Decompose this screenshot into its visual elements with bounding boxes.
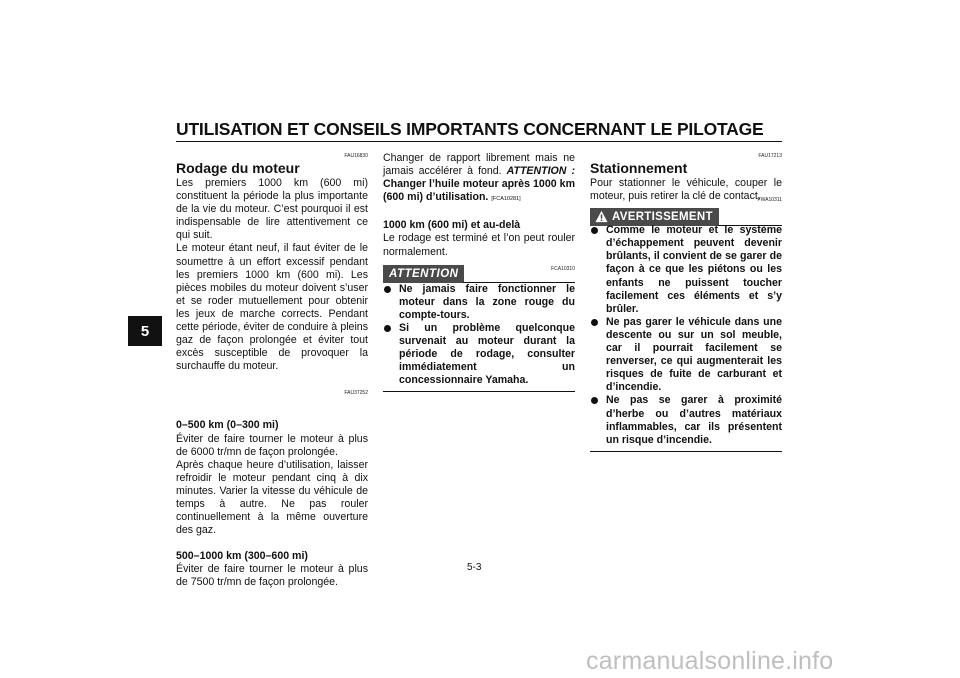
bullet-icon bbox=[384, 286, 391, 293]
reference-code: FCA10310 bbox=[551, 265, 575, 272]
section-heading-parking: Stationnement bbox=[590, 160, 688, 176]
subheading: 0–500 km (0–300 mi) bbox=[176, 419, 279, 432]
paragraph-text: Changer de rapport librement mais ne jamais accélérer à fond. bbox=[383, 152, 575, 178]
watermark: carmanualsonline.info bbox=[586, 647, 834, 675]
attention-banner bbox=[383, 265, 575, 283]
warning-label-text: AVERTISSEMENT bbox=[612, 211, 713, 224]
column-left bbox=[176, 152, 368, 590]
reference-code: [FCA10281] bbox=[491, 196, 521, 203]
list-item: Ne jamais faire fonctionner le moteur dans la zone rouge du compte-tours. bbox=[383, 283, 575, 322]
bullet-icon bbox=[384, 325, 391, 332]
attention-list bbox=[383, 283, 575, 388]
list-item: Ne pas se garer à proximité d’herbe ou d’autres matériaux inflammables, car ils présentent un risque d’incendie. bbox=[590, 394, 782, 446]
reference-code: FAU37252 bbox=[344, 390, 368, 397]
section-end-rule bbox=[383, 391, 575, 392]
attention-label: ATTENTION bbox=[383, 265, 464, 283]
section-heading-break-in: Rodage du moteur bbox=[176, 160, 300, 176]
list-item: Ne pas garer le véhicule dans une descente ou sur un sol meuble, car il pourrait facilement se renverser, ce qui augmenterait les risques de fuite de carburant et d’incendie. bbox=[590, 316, 782, 395]
paragraph: Éviter de faire tourner le moteur à plus de 6000 tr/mn de façon prolongée. bbox=[176, 432, 368, 458]
attention-inline: ATTENTION : bbox=[506, 165, 575, 178]
list-item: Comme le moteur et le système d’échappement peuvent devenir brûlants, il convient de se garer de façon à ce que les piétons ou les enfants ne puissent toucher facilement ces éléments et s’y brûler. bbox=[590, 224, 782, 316]
paragraph bbox=[383, 152, 575, 206]
paragraph: Le rodage est terminé et l’on peut rouler normalement. bbox=[383, 232, 575, 258]
subheading: 1000 km (600 mi) et au-delà bbox=[383, 219, 521, 232]
paragraph-bold: Changer l’huile moteur après 1000 km (600 mi) d’utilisation. bbox=[383, 178, 575, 204]
paragraph: Le moteur étant neuf, il faut éviter de le soumettre à un effort excessif pendant les premiers 1000 km (600 mi). Les pièces mobiles du moteur doivent s’user et se roder mutuellement pour obtenir les jeux de marche corrects. Pendant cette période, éviter de conduire à pleins gaz de façon prolongée et éviter tout excès susceptible de provoquer la surchauffe du moteur. bbox=[176, 242, 368, 373]
reference-code: FWA10311 bbox=[757, 197, 782, 204]
subheading: 500–1000 km (300–600 mi) bbox=[176, 550, 308, 563]
page-title: UTILISATION ET CONSEILS IMPORTANTS CONCERNANT LE PILOTAGE bbox=[176, 119, 764, 139]
bullet-icon bbox=[591, 319, 598, 326]
list-item: Si un problème quelconque survenait au moteur durant la période de rodage, consulter immédiatement un concessionnaire Yamaha. bbox=[383, 322, 575, 387]
bullet-icon bbox=[591, 397, 598, 404]
column-right bbox=[590, 152, 782, 452]
bullet-icon bbox=[591, 227, 598, 234]
warning-list bbox=[590, 224, 782, 447]
paragraph: Éviter de faire tourner le moteur à plus de 7500 tr/mn de façon prolongée. bbox=[176, 563, 368, 589]
reference-code: FAU17213 bbox=[758, 153, 782, 159]
column-middle bbox=[383, 152, 575, 392]
chapter-tab: 5 bbox=[128, 316, 162, 346]
page-number: 5-3 bbox=[467, 562, 482, 573]
paragraph: Après chaque heure d’utilisation, laisser refroidir le moteur pendant cinq à dix minutes. Varier la vitesse du véhicule de temps à autre. Ne pas rouler continuellement à la même ouverture des gaz. bbox=[176, 458, 368, 537]
reference-code: FAU16830 bbox=[344, 153, 368, 159]
paragraph: Pour stationner le véhicule, couper le moteur, puis retirer la clé de contact. bbox=[590, 177, 782, 203]
warning-triangle-icon bbox=[595, 210, 608, 223]
header-divider bbox=[176, 141, 782, 142]
section-end-rule bbox=[590, 451, 782, 452]
paragraph: Les premiers 1000 km (600 mi) constituent la période la plus importante de la vie du moteur. C’est pourquoi il est indispensable de lire attentivement ce qui suit. bbox=[176, 177, 368, 242]
